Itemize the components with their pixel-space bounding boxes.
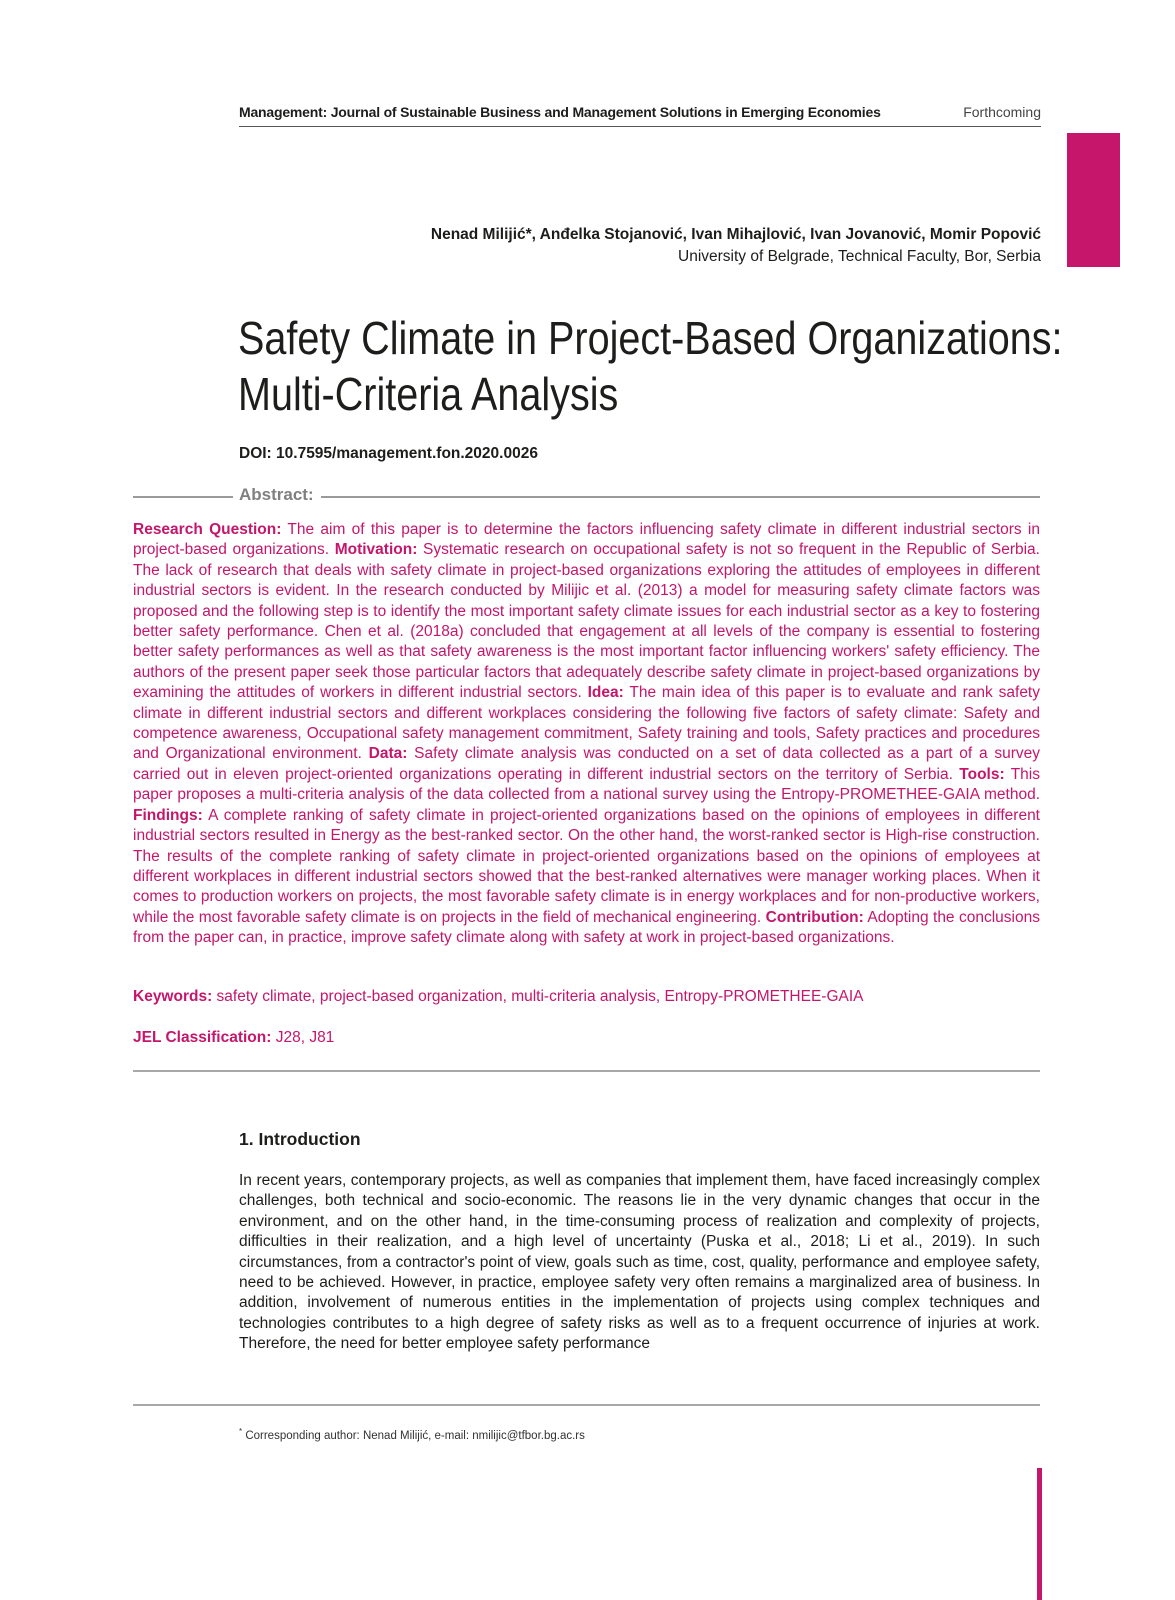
keywords-label: Keywords:: [133, 988, 213, 1005]
tools-text: This paper proposes a multi-criteria analysis of the data collected from a national survey using the Entropy-PROMETHEE-GAIA method.: [133, 765, 1040, 804]
contribution-label: Contribution:: [765, 908, 864, 926]
findings-label: Findings:: [133, 806, 203, 824]
keywords-text: safety climate, project-based organization, multi-criteria analysis, Entropy-PROMETHEE-GAIA: [212, 988, 864, 1005]
jel-text: J28, J81: [271, 1029, 335, 1046]
footnote: [239, 1427, 585, 1442]
footnote-mark: *: [239, 1427, 243, 1436]
publication-status: Forthcoming: [963, 104, 1041, 120]
keywords: [133, 988, 1040, 1006]
affiliation: University of Belgrade, Technical Faculty, Bor, Serbia: [678, 248, 1041, 265]
jel-label: JEL Classification:: [133, 1029, 272, 1046]
introduction-paragraph: In recent years, contemporary projects, as well as companies that implement them, have faced increasingly complex challenges, both technical and socio-economic. The reasons lie in the very dynamic changes that occur in the environment, and on the other hand, in the time-consuming process of realization and complexity of projects, difficulties in their realization, and a high level of uncertainty (Puska et al., 2018; Li et al., 2019). In such circumstances, from a contractor's point of view, goals such as time, cost, quality, performance and employee safety, need to be achieved. However, in practice, employee safety very often remains a marginalized area of business. In addition, involvement of numerous entities in the implementation of projects using complex techniques and technologies contributes to a high degree of safety risks as well as to a frequent occurrence of injuries at work. Therefore, the need for better employee safety performance: [239, 1172, 1040, 1353]
paper-title: [238, 310, 1063, 422]
accent-bar-bottom: [1037, 1468, 1042, 1600]
footnote-rule: [133, 1404, 1040, 1406]
journal-title: Management: Journal of Sustainable Business and Management Solutions in Emerging Economies: [239, 104, 881, 120]
jel-classification: [133, 1029, 1040, 1047]
data-text: Safety climate analysis was conducted on a set of data collected as a part of a survey carried out in eleven project-oriented organizations operating in different industrial sectors on the territory of Serbia.: [133, 745, 1040, 783]
idea-text: The main idea of this paper is to evaluate and rank safety climate in different industrial sectors and different workplaces considering the following five factors of safety climate: Safety and competence awareness, Occupational safety management commitment, Safety training and tools, Safety practices and procedures and Organizational environment.: [133, 684, 1040, 763]
doi[interactable]: DOI: 10.7595/management.fon.2020.0026: [239, 445, 538, 462]
accent-bar-top: [1067, 133, 1120, 267]
author-list: Nenad Milijić*, Anđelka Stojanović, Ivan Mihajlović, Ivan Jovanović, Momir Popović: [430, 226, 1041, 243]
research-question-text: The aim of this paper is to determine the factors influencing safety climate in different industrial sectors in project-based organizations.: [133, 521, 1040, 559]
tools-label: Tools:: [959, 765, 1005, 783]
journal-header: [239, 104, 1041, 127]
footnote-text: Corresponding author: Nenad Milijić, e-mail: nmilijic@tfbor.bg.ac.rs: [242, 1429, 585, 1442]
title-line-2: Multi-Criteria Analysis: [238, 368, 619, 420]
findings-text: A complete ranking of safety climate in project-oriented organizations based on the opinions of employees in different industrial sectors resulted in Energy as the best-ranked sector. On the other hand, the worst-ranked sector is High-rise construction. The results of the complete ranking of safety climate in project-oriented organizations based on the opinions of employees at different workplaces in different industrial sectors showed that the best-ranked alternatives were manager working places. When it comes to production workers on projects, the most favorable safety climate is in energy workplaces and for non-productive workers, while the most favorable safety climate is on projects in the field of mechanical engineering.: [133, 806, 1040, 926]
abstract-rule-right: [321, 496, 1040, 498]
title-line-1: Safety Climate in Project-Based Organizations:: [238, 312, 1063, 364]
abstract-body: [133, 520, 1040, 949]
abstract-end-rule: [133, 1070, 1040, 1072]
section-heading-introduction: 1. Introduction: [239, 1129, 361, 1149]
motivation-text: Systematic research on occupational safety is not so frequent in the Republic of Serbia. The lack of research that deals with safety climate in project-based organizations exploring the attitudes of employees in different industrial sectors is evident. In the research conducted by Milijic et al. (2013) a model for measuring safety climate factors was proposed and the following step is to identify the most important safety climate issues for each industrial sector as a key to fostering better safety performance. Chen et al. (2018a) concluded that engagement at all levels of the company is essential to fostering better safety performances as well as that safety awareness is the most important factor influencing workers' safety efficiency. The authors of the present paper seek those particular factors that adequately describe safety climate in project-based organizations by examining the attitudes of workers in different industrial sectors.: [133, 541, 1040, 702]
research-question-label: Research Question:: [133, 521, 282, 538]
data-label: Data:: [368, 745, 408, 763]
abstract-label: Abstract:: [239, 485, 314, 504]
idea-label: Idea:: [587, 684, 624, 702]
motivation-label: Motivation:: [334, 541, 418, 559]
contribution-text: Adopting the conclusions from the paper can, in practice, improve safety climate along with safety at work in project-based organizations.: [133, 908, 1040, 947]
abstract-rule-left: [133, 496, 233, 498]
